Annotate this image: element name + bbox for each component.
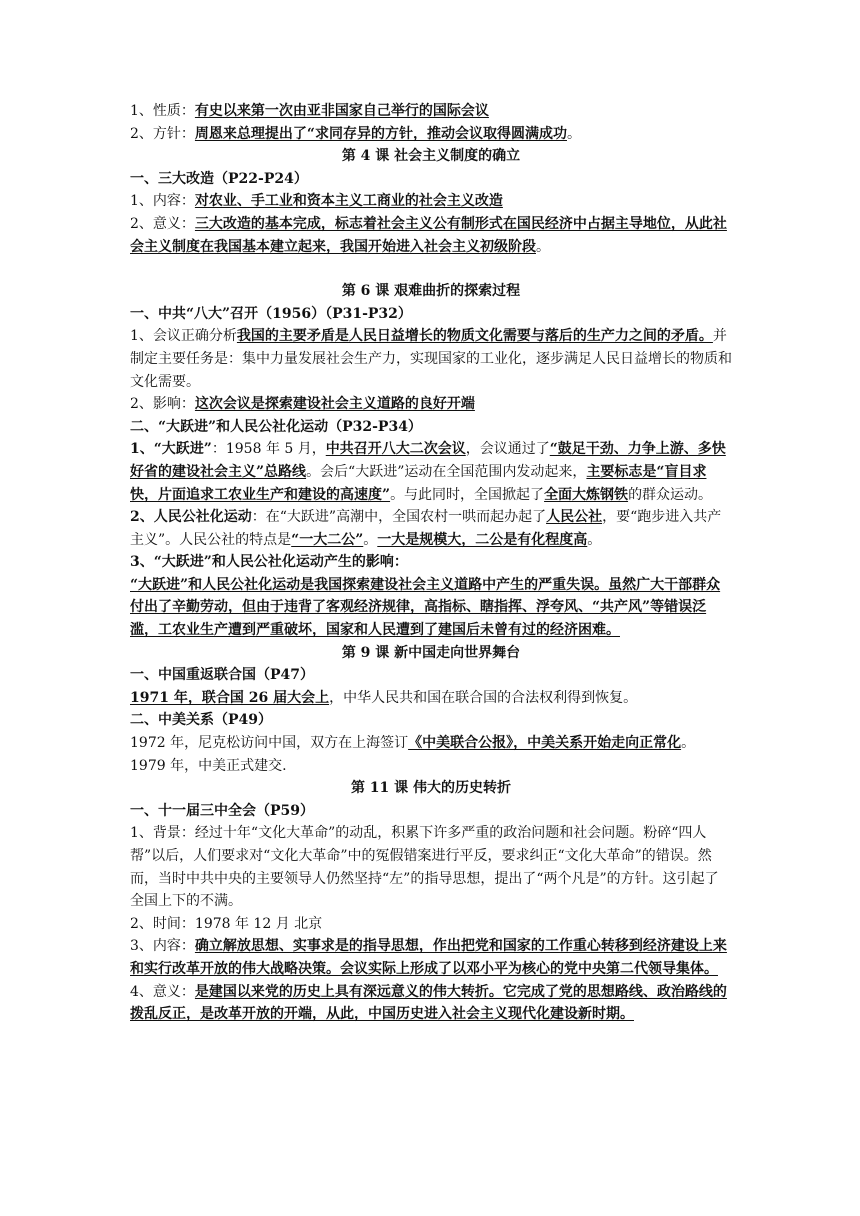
lesson6-section2: 二、“大跃进”和人民公社化运动（P32-P34） (130, 418, 422, 435)
lesson11-title: 第 11 课 伟大的历史转折 (350, 780, 512, 797)
policy-text: 周恩来总理提出了“求同存异的方针，推动会议取得圆满成功 (194, 125, 567, 142)
lesson4-significance: 2、意义：三大改造的基本完成，标志着社会主义公有制形式在国民经济中占据主导地位，从此社会主义制度在我国基本建立起来，我国开始进入社会主义初级阶段。 (130, 215, 727, 255)
lesson4-section1: 一、三大改造（P22-P24） (130, 170, 308, 187)
document-page (130, 100, 732, 1026)
policy-label: 2、方针： (130, 125, 195, 142)
lesson9-para2: 1972 年，尼克松访问中国，双方在上海签订《中美联合公报》，中美关系开始走向正常化。 (130, 735, 696, 752)
lesson6-para4: 2、人民公社化运动：在“大跃进”高潮中，全国农村一哄而起办起了人民公社，要“跑步进入共产主义”。人民公社的特点是“一大二公”。一大是规模大，二公是有化程度高。 (130, 509, 722, 548)
lesson6-para3: 1、“大跃进”：1958 年 5 月，中共召开八大二次会议，会议通过了“鼓足干劲、力争上游、多快好省的建设社会主义”总路线。会后“大跃进”运动在全国范围内发动起来，主要标志是“盲目求快，片面追求工农业生产和建设的高速度”。与此同时，全国掀起了全面大炼钢铁的群众运动。 (130, 441, 726, 503)
lesson4-content: 1、内容：对农业、手工业和资本主义工商业的社会主义改造 (130, 193, 503, 210)
lesson6-para2: 2、影响：这次会议是探索建设社会主义道路的良好开端 (130, 396, 475, 413)
lesson11-para3: 3、内容：确立解放思想、实事求是的指导思想，作出把党和国家的工作重心转移到经济建设上来和实行改革开放的伟大战略决策。会议实际上形成了以邓小平为核心的党中央第二代领导集体。 (130, 938, 727, 977)
lesson6-section1: 一、中共“八大”召开（1956）（P31-P32） (130, 305, 412, 322)
lesson4-title: 第 4 课 社会主义制度的确立 (341, 148, 521, 165)
lesson9-section2: 二、中美关系（P49） (130, 712, 273, 729)
lesson11-para2: 2、时间：1978 年 12 月 北京 (130, 915, 323, 932)
lesson11-section1: 一、十一届三中全会（P59） (130, 802, 315, 819)
lesson6-para1: 1、会议正确分析我国的主要矛盾是人民日益增长的物质文化需要与落后的生产力之间的矛盾。并制定主要任务是：集中力量发展社会生产力，实现国家的工业化，逐步满足人民日益增长的物质和文化需要。 (130, 328, 732, 390)
nature-text: 有史以来第一次由亚非国家自己举行的国际会议 (194, 103, 489, 119)
nature-label: 1、性质： (130, 103, 195, 119)
lesson6-para5-title: 3、“大跃进”和人民公社化运动产生的影响： (130, 554, 408, 571)
lesson9-title: 第 9 课 新中国走向世界舞台 (341, 644, 521, 661)
lesson9-para1: 1971 年，联合国 26 届大会上，中华人民共和国在联合国的合法权利得到恢复。 (130, 689, 638, 706)
lesson11-para1: 1、背景：经过十年“文化大革命”的动乱，积累下许多严重的政治问题和社会问题。粉碎“四人帮”以后，人们要求对“文化大革命”中的冤假错案进行平反，要求纠正“文化大革命”的错误。然而，当时中共中央的主要领导人仍然坚持“左”的指导思想，提出了“两个凡是”的方针。这引起了全国上下的不满。 (130, 825, 719, 910)
lesson6-para5: “大跃进”和人民公社化运动是我国探索建设社会主义道路中产生的严重失误。虽然广大干部群众付出了辛勤劳动，但由于违背了客观经济规律，高指标、瞎指挥、浮夸风、“共产风”等错误泛滥，工农业生产遭到严重破坏，国家和人民遭到了建国后未曾有过的经济困难。 (130, 576, 721, 639)
lesson9-para3: 1979 年，中美正式建交. (130, 757, 287, 774)
policy-line: 2、方针：周恩来总理提出了“求同存异的方针，推动会议取得圆满成功。 (130, 125, 581, 142)
lesson9-section1: 一、中国重返联合国（P47） (130, 667, 315, 684)
nature-line (130, 100, 732, 123)
lesson6-title: 第 6 课 艰难曲折的探索过程 (341, 283, 521, 300)
lesson11-para4: 4、意义：是建国以来党的历史上具有深远意义的伟大转折。它完成了党的思想路线、政治路线的拨乱反正，是改革开放的开端，从此，中国历史进入社会主义现代化建设新时期。 (130, 983, 727, 1023)
